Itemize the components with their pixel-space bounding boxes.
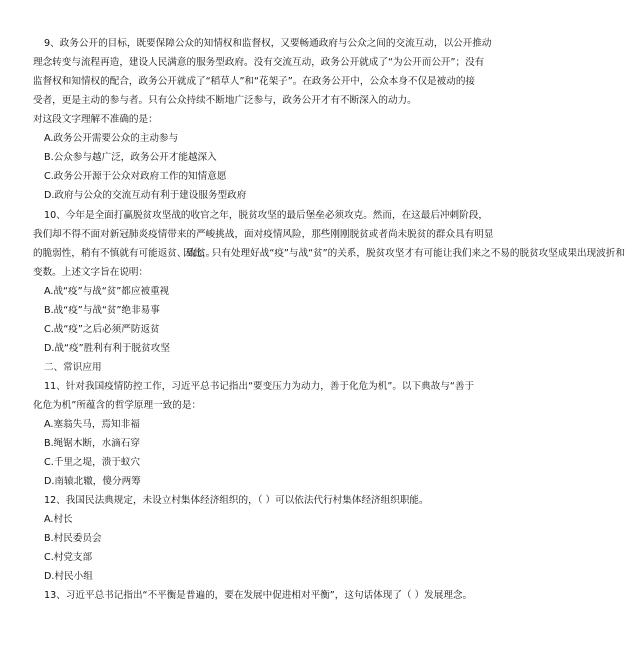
q12-option-d: D.村民小组 [44, 571, 93, 582]
q12-stem: 12、我国民法典规定，未设立村集体经济组织的，（ ）可以依法代行村集体经济组织职能。 [44, 495, 429, 506]
q11-option-a: A.塞翁失马，焉知非福 [44, 419, 140, 430]
q11-stem-line-1: 11、针对我国疫情防控工作，习近平总书记指出“要变压力为动力，善于化危为机”。以下典故与“善于 [44, 381, 475, 392]
q9-stem-line-4: 受者，更是主动的参与者。只有公众持续不断地广泛参与，政务公开才有不断深入的动力。 [33, 95, 417, 106]
q11-option-d: D.南辕北辙，傻分两筹 [44, 476, 141, 487]
q10-stem-line-5: 变数。上述文字旨在说明： [33, 267, 149, 278]
q9-stem-line-2: 理念转变与流程再造，建设人民满意的服务型政府。没有交流互动，政务公开就成了“为公开而公开”；没有 [33, 57, 485, 68]
q10-option-d: D.战“疫”胜利有利于脱贫攻坚 [44, 343, 170, 354]
q10-stem-line-4: 因此，只有处理好战“疫”与战“贫”的关系，脱贫攻坚才有可能让我们来之不易的脱贫攻坚成果出现波折和 [183, 248, 625, 259]
q13-stem: 13、习近平总书记指出“不平衡是普遍的，要在发展中促进相对平衡”，这句话体现了（ ）发展理念。 [44, 590, 473, 601]
q9-option-a: A.政务公开需要公众的主动参与 [44, 133, 179, 144]
section-heading: 二、常识应用 [44, 362, 102, 373]
q12-option-c: C.村党支部 [44, 552, 93, 563]
q10-option-b: B.战“疫”与战“贫”绝非易事 [44, 305, 160, 316]
q12-option-b: B.村民委员会 [44, 533, 102, 544]
q9-stem-line-1: 9、政务公开的目标，既要保障公众的知情权和监督权，又要畅通政府与公众之间的交流互动，以公开推动 [44, 38, 492, 49]
q11-stem-line-2: 化危为机”所蕴含的哲学原理一致的是： [33, 400, 202, 411]
q10-stem-line-1: 10、今年是全面打赢脱贫攻坚战的收官之年，脱贫攻坚的最后堡垒必须攻克。然而，在这最后冲刺阶段， [44, 210, 488, 221]
q10-option-a: A.战“疫”与战“贫”都应被重视 [44, 286, 170, 297]
q11-option-b: B.绳锯木断，水滴石穿 [44, 438, 140, 449]
q10-stem-line-2: 我们却不得不面对新冠肺炎疫情带来的严峻挑战，面对疫情风险，那些刚刚脱贫或者尚未脱贫的群众具有明显 [33, 229, 494, 240]
q9-stem-line-3: 监督权和知情权的配合，政务公开就成了“稻草人”和“花架子”。在政务公开中，公众本身不仅是被动的接 [33, 76, 476, 87]
q9-option-d: D.政府与公众的交流互动有利于建设服务型政府 [44, 190, 247, 201]
q9-option-b: B.公众参与越广泛，政务公开才能越深入 [44, 152, 217, 163]
q10-stem-line-3: 的脆弱性，稍有不慎就有可能返贫、致贫。 [33, 248, 216, 259]
q9-option-c: C.政务公开源于公众对政府工作的知情意愿 [44, 171, 227, 182]
q12-option-a: A.村长 [44, 514, 73, 525]
q10-option-c: C.战“疫”之后必须严防返贫 [44, 324, 160, 335]
q9-question: 对这段文字理解不准确的是： [33, 114, 158, 125]
q11-option-c: C.千里之堤，溃于蚁穴 [44, 457, 141, 468]
